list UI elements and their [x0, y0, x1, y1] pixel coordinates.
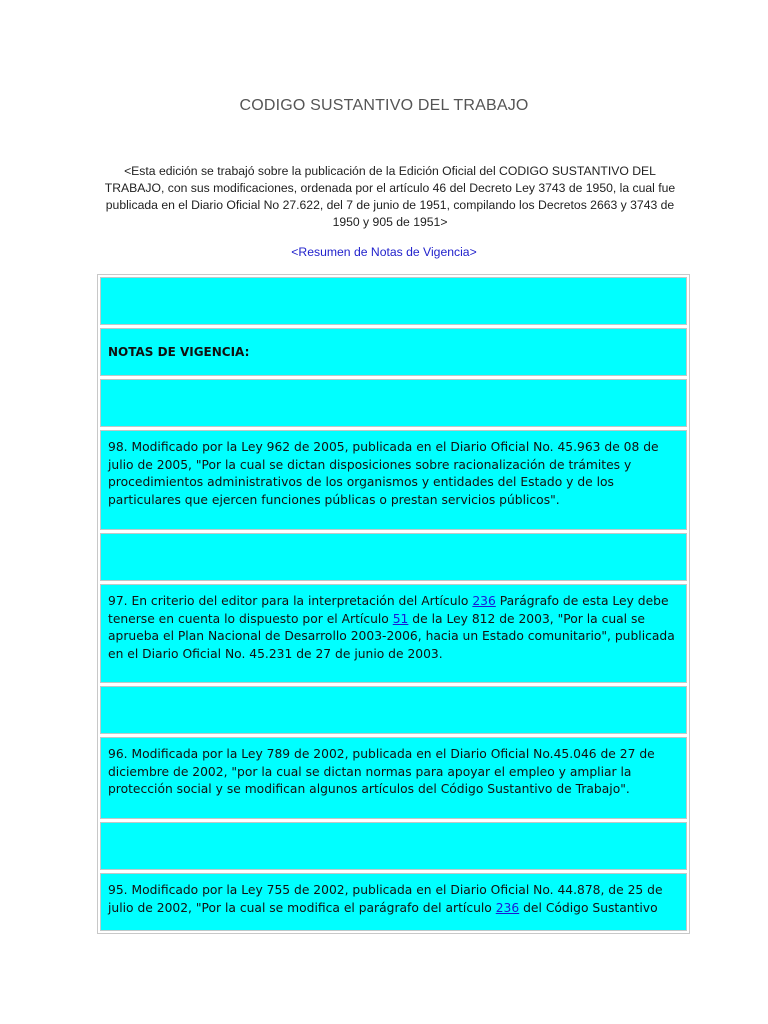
- notes-table: [97, 274, 690, 934]
- note-97: [100, 584, 687, 683]
- articulo-236-link[interactable]: 236: [472, 594, 496, 608]
- note-95-text-1: 95. Modificado por la Ley 755 de 2002, publicada en el Diario Oficial No. 44.878, de 25 de julio de 2002, "Por la cual se modifica el parágrafo del artículo: [108, 883, 663, 915]
- document-title: CODIGO SUSTANTIVO DEL TRABAJO: [239, 97, 529, 114]
- empty-cell: [100, 533, 687, 581]
- empty-cell: [100, 822, 687, 870]
- articulo-236-link[interactable]: 236: [495, 900, 520, 915]
- note-97-text-1: 97. En criterio del editor para la interpretación del Artículo: [108, 594, 473, 608]
- resumen-notas-link[interactable]: <Resumen de Notas de Vigencia>: [291, 245, 477, 259]
- note-97-text-3: de la Ley 812 de 2003, "Por la cual se aprueba el Plan Nacional de Desarrollo 2003-2006, hacia un Estado comunitario", publicada en el Diario Oficial No. 45.231 de 27 de junio de 2003.: [108, 611, 675, 661]
- articulo-51-link[interactable]: 51: [392, 611, 409, 626]
- notes-header: NOTAS DE VIGENCIA:: [100, 328, 687, 376]
- empty-cell: [100, 686, 687, 734]
- empty-cell: [100, 277, 687, 325]
- empty-cell: [100, 379, 687, 427]
- note-98: 98. Modificado por la Ley 962 de 2005, publicada en el Diario Oficial No. 45.963 de 08 de julio de 2005, "Por la cual se dictan disposiciones sobre racionalización de trámites y procedimientos administrativos de los organismos y entidades del Estado y de los particulares que ejercen funciones públicas o prestan servicios públicos".: [100, 430, 687, 530]
- note-96: 96. Modificada por la Ley 789 de 2002, publicada en el Diario Oficial No.45.046 de 27 de diciembre de 2002, "por la cual se dictan normas para apoyar el empleo y ampliar la protección social y se modifican algunos artículos del Código Sustantivo de Trabajo".: [100, 737, 687, 819]
- note-95: [100, 873, 687, 931]
- edition-note: <Esta edición se trabajó sobre la publicación de la Edición Oficial del CODIGO SUSTANTIVO DEL TRABAJO, con sus modificaciones, ordenada por el artículo 46 del Decreto Ley 3743 de 1950, la cual fue publicada en el Diario Oficial No 27.622, del 7 de junio de 1951, compilando los Decretos 2663 y 3743 de 1950 y 905 de 1951>: [104, 164, 676, 229]
- note-95-text-2: del Código Sustantivo: [519, 900, 658, 915]
- note-97-text-2: Parágrafo de esta Ley debe tenerse en cuenta lo dispuesto por el Artículo: [108, 594, 669, 626]
